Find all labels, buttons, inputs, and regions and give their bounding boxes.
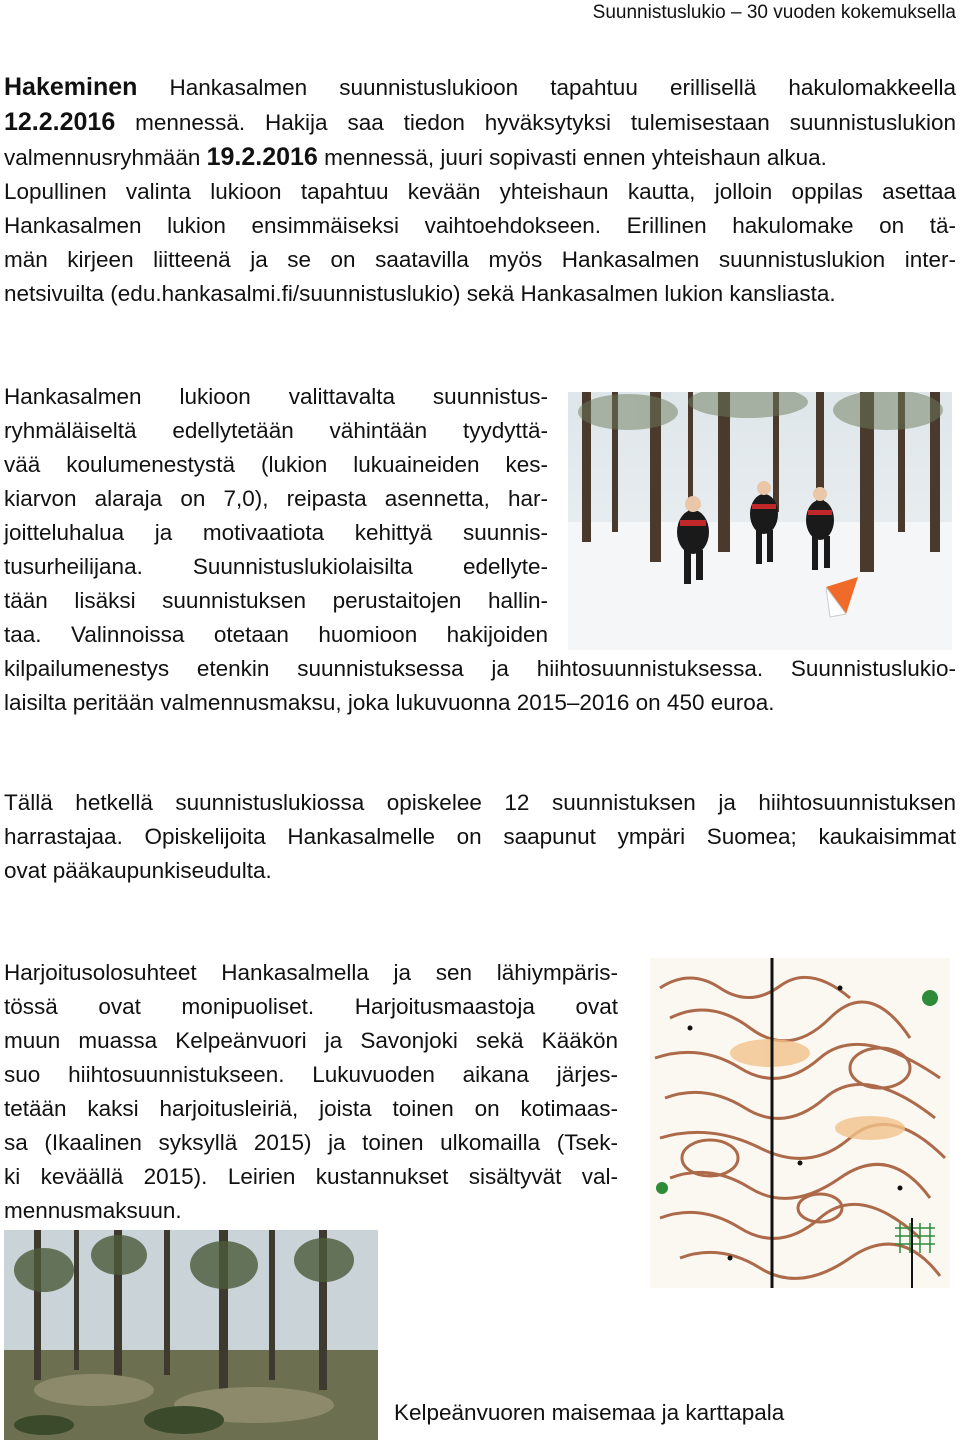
text-line: ryhmäläiseltä edellytetään vähintään tyydyttä- [4,418,548,443]
text-line: Harjoitusolosuhteet Hankasalmella ja sen lähiympäris- [4,960,618,985]
text-line: mennusmaksuun. [4,1198,182,1223]
deadline-date: 12.2.2016 [4,108,116,136]
text-line: Hankasalmen lukion ensimmäiseksi vaihtoehdokseen. Erillinen hakulomake on tä- [4,213,956,238]
text-line: mennessä, juuri sopivasti ennen yhteishaun alkua. [317,145,827,170]
text-line: tään lisäksi suunnistuksen perustaitojen hallin- [4,588,548,613]
text-line: joitteluhalua ja motivaatiota kehittyä suunnis- [4,520,548,545]
text-line: taa. Valinnoissa otetaan huomioon hakijoiden [4,622,548,647]
text-line: ovat pääkaupunkiseudulta. [4,858,272,883]
text-line: harrastajaa. Opiskelijoita Hankasalmelle on saapunut ympäri Suomea; kaukaisimmat [4,824,956,849]
orienteering-map-image [650,958,950,1288]
text-line: Lopullinen valinta lukioon tapahtuu kevään yhteishaun kautta, jolloin oppilas asettaa [4,179,956,204]
text-line: vää koulumenestystä (lukion lukuaineiden kes- [4,452,548,477]
text-line: Tällä hetkellä suunnistuslukiossa opiskelee 12 suunnistuksen ja hiihtosuunnistuksen [4,790,956,815]
text-line: laisilta peritään valmennusmaksu, joka lukuvuonna 2015–2016 on 450 euroa. [4,690,775,715]
image-caption: Kelpeänvuoren maisemaa ja karttapala [394,1400,785,1425]
selection-paragraph [4,380,548,652]
selection-paragraph-continued [4,652,956,720]
students-paragraph [4,786,956,888]
text-line: tetään kaksi harjoitusleiriä, joista toinen on kotimaas- [4,1096,618,1121]
heading-hakeminen: Hakeminen [4,73,138,101]
text-line: tusurheilijana. Suunnistuslukiolaisilta edellyte- [4,554,548,579]
text-line: suo hiihtosuunnistukseen. Lukuvuoden aikana järjes- [4,1062,618,1087]
page-header-title: Suunnistuslukio – 30 vuoden kokemuksella [592,2,956,23]
kelpeanvuori-landscape-photo [4,1230,378,1440]
training-paragraph [4,956,618,1228]
text-line: netsivuilta (edu.hankasalmi.fi/suunnistuslukio) sekä Hankasalmen lukion kansliasta. [4,281,836,306]
text-line: Hankasalmen suunnistuslukioon tapahtuu erillisellä hakulomakkeella [137,75,956,100]
result-date: 19.2.2016 [206,143,318,171]
text-line: kilpailumenestys etenkin suunnistuksessa ja hiihtosuunnistuksessa. Suunnistuslukio- [4,656,956,681]
text-line: ki keväällä 2015). Leirien kustannukset sisältyvät val- [4,1164,618,1189]
text-line: sa (Ikaalinen syksyllä 2015) ja toinen ulkomailla (Tsek- [4,1130,618,1155]
text-line: tössä ovat monipuoliset. Harjoitusmaastoja ovat [4,994,618,1019]
text-line: mennessä. Hakija saa tiedon hyväksytyksi tulemisestaan suunnistuslukion [115,110,956,135]
runners-snow-photo [568,392,952,650]
text-line: muun muassa Kelpeänvuori ja Savonjoki sekä Kääkön [4,1028,618,1053]
text-line: kiarvon alaraja on 7,0), reipasta asennetta, har- [4,486,548,511]
application-paragraph [4,70,956,311]
text-line: valmennusryhmään [4,145,207,170]
text-line: män kirjeen liitteenä ja se on saatavilla myös Hankasalmen suunnistuslukion inter- [4,247,956,272]
text-line: Hankasalmen lukioon valittavalta suunnistus- [4,384,548,409]
